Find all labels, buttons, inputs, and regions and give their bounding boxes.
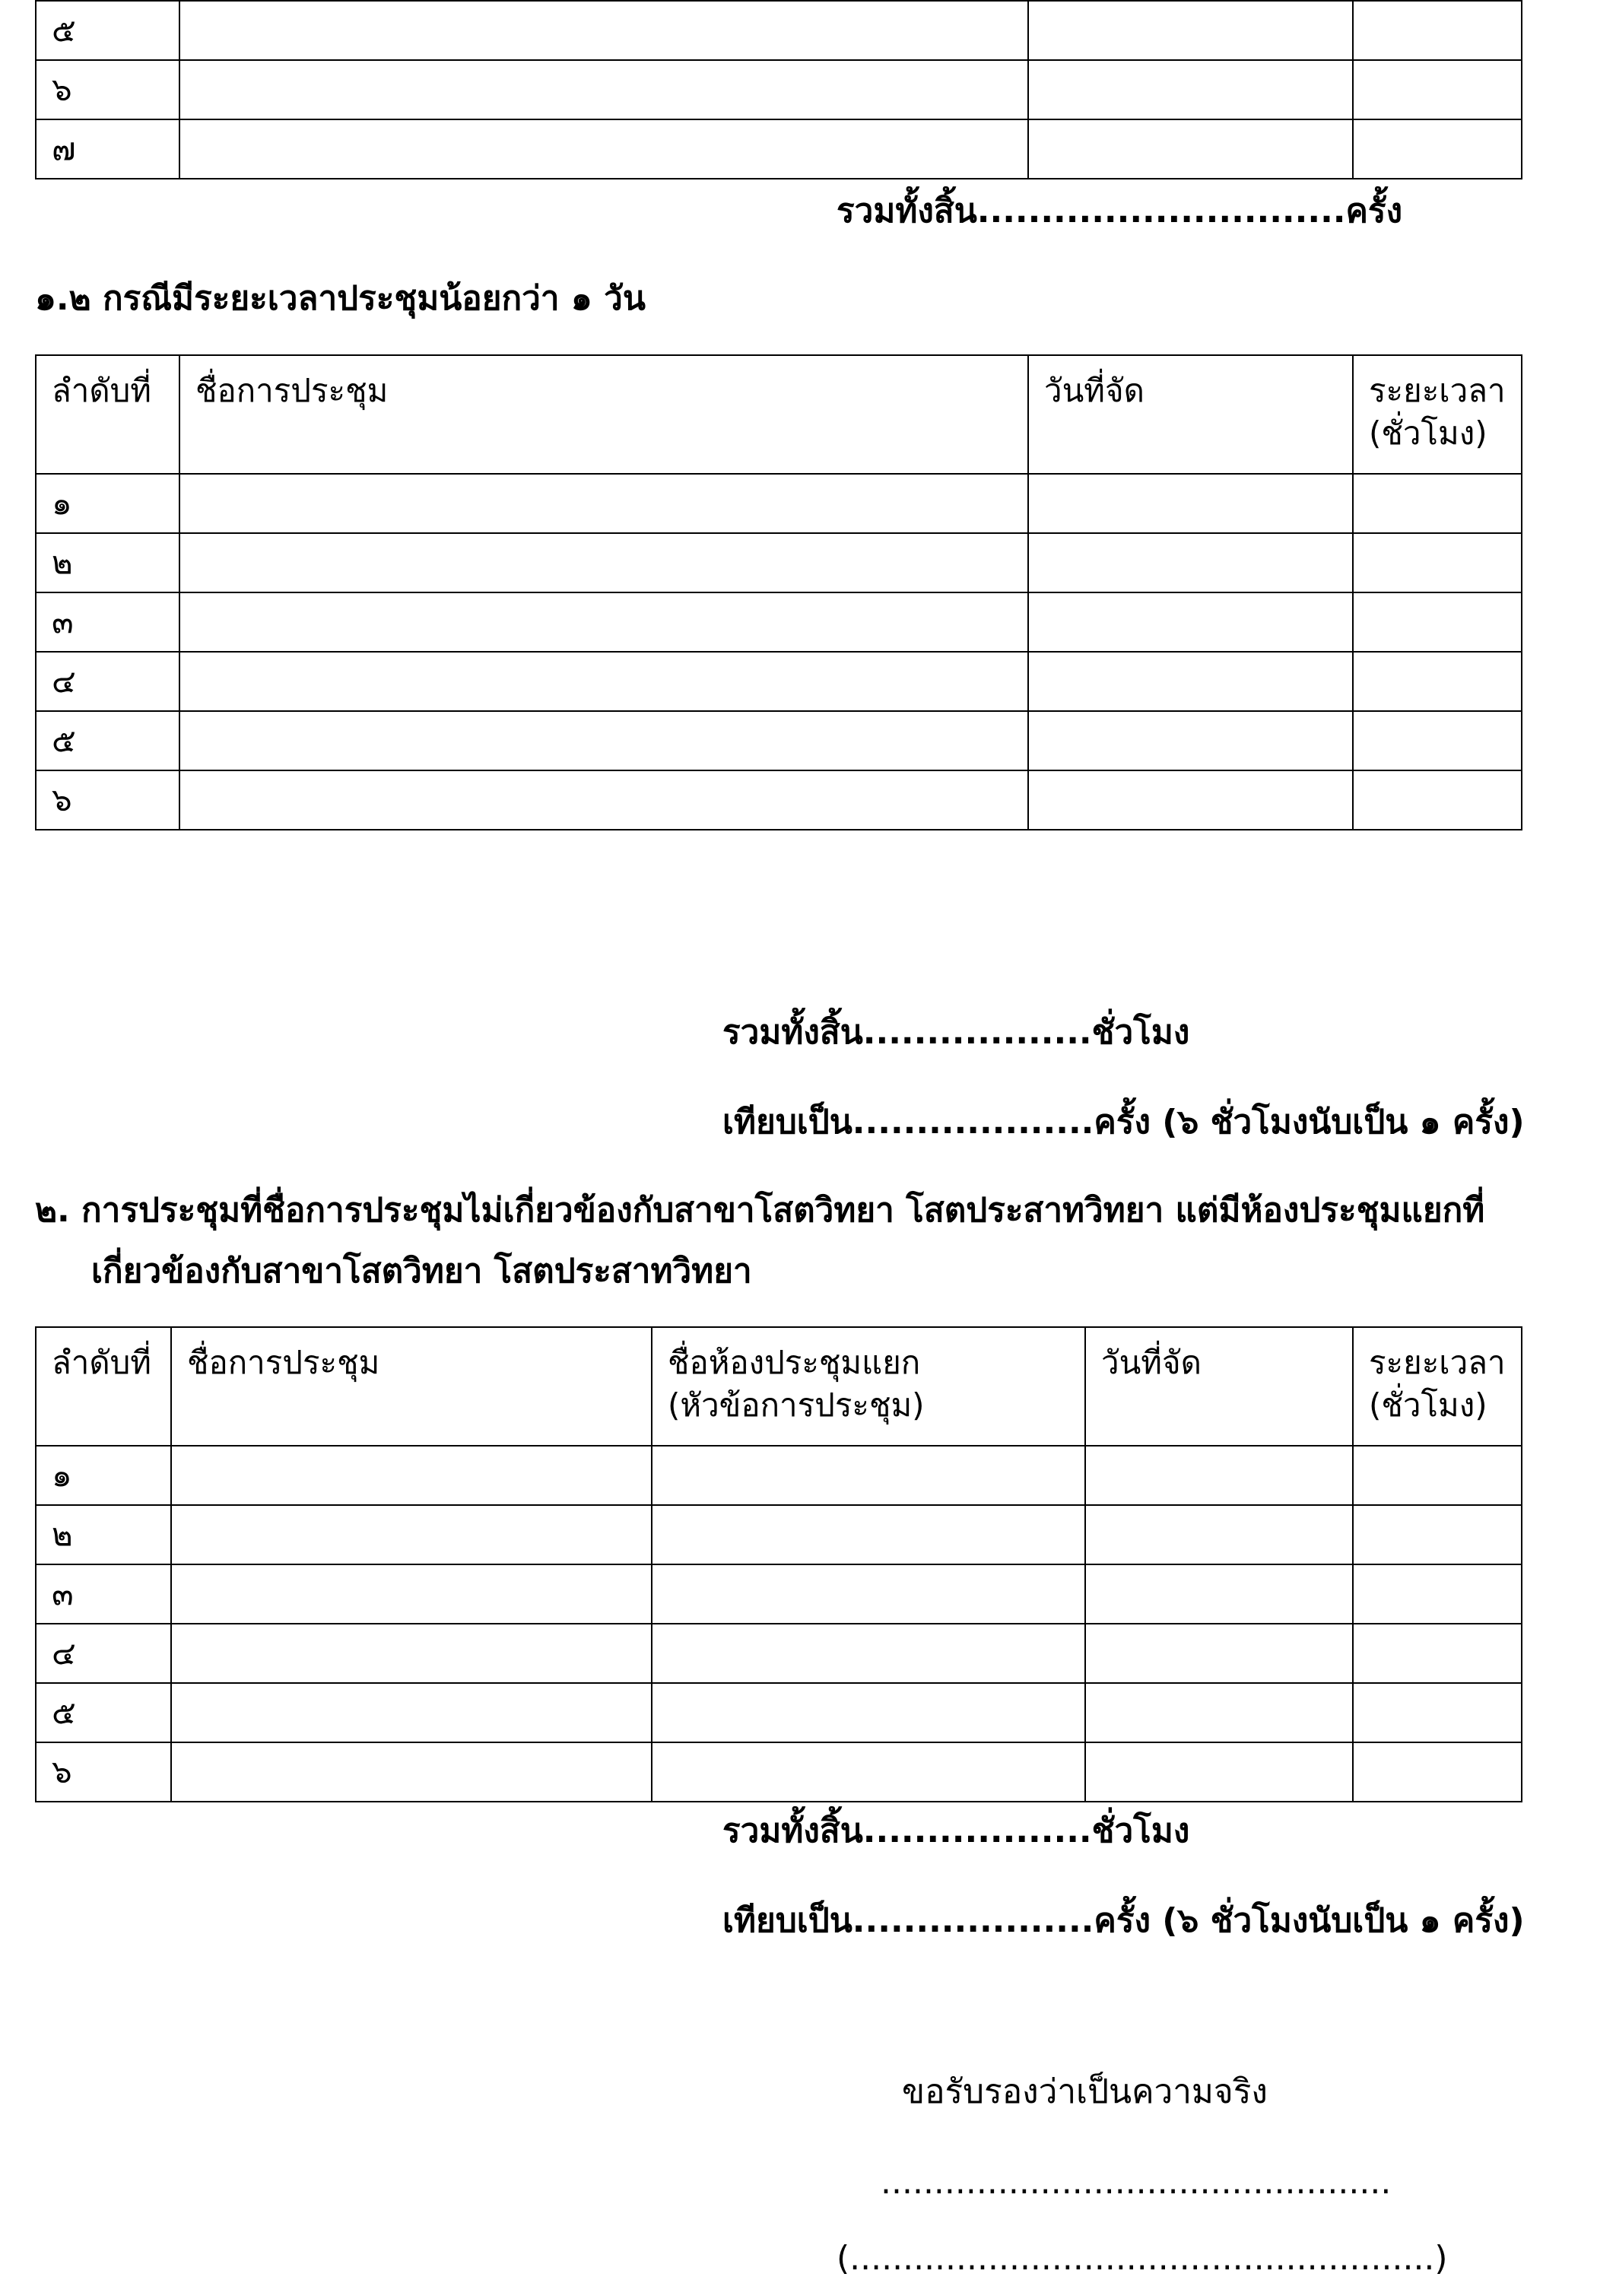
date-cell[interactable] (1028, 119, 1353, 179)
table-row (36, 474, 1522, 533)
duration-cell[interactable] (1353, 1683, 1522, 1742)
header-duration (1353, 1327, 1522, 1446)
date-cell[interactable] (1028, 711, 1353, 770)
section-1-2-equivalent: เทียบเป็น...................ครั้ง (๖ ชั่วโมงนับเป็น ๑ ครั้ง) (722, 1103, 1525, 1142)
section-1-2-table (35, 354, 1522, 830)
table-row (36, 592, 1522, 652)
meeting-name-cell[interactable] (179, 533, 1028, 592)
table-row (36, 711, 1522, 770)
date-cell[interactable] (1028, 770, 1353, 830)
meeting-name-cell[interactable] (171, 1564, 652, 1624)
row-number: ๓ (36, 592, 179, 652)
table-header-row (36, 355, 1522, 474)
duration-cell[interactable] (1353, 1505, 1522, 1564)
section-1-2-heading: ๑.๒ กรณีมีระยะเวลาประชุมน้อยกว่า ๑ วัน (35, 279, 646, 318)
date-cell[interactable] (1028, 60, 1353, 119)
section-2-table (35, 1326, 1522, 1802)
date-cell[interactable] (1085, 1446, 1353, 1505)
header-duration-line2: (ชั่วโมง) (1369, 1386, 1487, 1424)
date-cell[interactable] (1028, 474, 1353, 533)
header-date: วันที่จัด (1028, 355, 1353, 474)
date-cell[interactable] (1028, 533, 1353, 592)
section-1-2-total-hours: รวมทั้งสิ้น..................ชั่วโมง (722, 1013, 1190, 1052)
meeting-name-cell[interactable] (179, 1, 1028, 60)
duration-cell[interactable] (1353, 1, 1522, 60)
meeting-name-cell[interactable] (171, 1624, 652, 1683)
duration-cell[interactable] (1353, 1564, 1522, 1624)
header-meeting-name: ชื่อการประชุม (171, 1327, 652, 1446)
section-2-equivalent: เทียบเป็น...................ครั้ง (๖ ชั่วโมงนับเป็น ๑ ครั้ง) (722, 1901, 1525, 1940)
date-cell[interactable] (1028, 652, 1353, 711)
duration-cell[interactable] (1353, 1446, 1522, 1505)
duration-cell[interactable] (1353, 533, 1522, 592)
row-number: ๑ (36, 1446, 171, 1505)
breakout-room-cell[interactable] (652, 1505, 1085, 1564)
header-duration-line1: ระยะเวลา (1369, 372, 1506, 409)
date-cell[interactable] (1085, 1683, 1353, 1742)
meeting-name-cell[interactable] (179, 474, 1028, 533)
meeting-name-cell[interactable] (171, 1683, 652, 1742)
date-cell[interactable] (1085, 1742, 1353, 1802)
breakout-room-cell[interactable] (652, 1742, 1085, 1802)
section-2-total-hours: รวมทั้งสิ้น..................ชั่วโมง (722, 1812, 1190, 1850)
table-row (36, 1446, 1522, 1505)
header-breakout-room-line1: ชื่อห้องประชุมแยก (668, 1344, 921, 1381)
meeting-name-cell[interactable] (171, 1742, 652, 1802)
header-date: วันที่จัด (1085, 1327, 1353, 1446)
row-number: ๔ (36, 652, 179, 711)
meeting-name-cell[interactable] (179, 60, 1028, 119)
row-number: ๒ (36, 533, 179, 592)
meeting-name-cell[interactable] (179, 770, 1028, 830)
breakout-room-cell[interactable] (652, 1564, 1085, 1624)
row-number: ๕ (36, 1683, 171, 1742)
header-meeting-name: ชื่อการประชุม (179, 355, 1028, 474)
date-cell[interactable] (1085, 1624, 1353, 1683)
header-breakout-room-line2: (หัวข้อการประชุม) (668, 1386, 925, 1424)
meeting-name-cell[interactable] (171, 1446, 652, 1505)
row-number: ๕ (36, 1, 179, 60)
top-table (35, 0, 1522, 179)
duration-cell[interactable] (1353, 1742, 1522, 1802)
certification-statement: ขอรับรองว่าเป็นความจริง (902, 2072, 1268, 2111)
header-duration-line2: (ชั่วโมง) (1369, 414, 1487, 452)
meeting-name-cell[interactable] (179, 592, 1028, 652)
date-cell[interactable] (1085, 1505, 1353, 1564)
table-row (36, 533, 1522, 592)
row-number: ๖ (36, 1742, 171, 1802)
table-header-row (36, 1327, 1522, 1446)
duration-cell[interactable] (1353, 474, 1522, 533)
header-duration-line1: ระยะเวลา (1369, 1344, 1506, 1381)
row-number: ๕ (36, 711, 179, 770)
table-row (36, 1564, 1522, 1624)
row-number: ๑ (36, 474, 179, 533)
table-row (36, 770, 1522, 830)
section-2-heading-line2: เกี่ยวข้องกับสาขาโสตวิทยา โสตประสาทวิทยา (91, 1252, 752, 1291)
row-number: ๓ (36, 1564, 171, 1624)
meeting-name-cell[interactable] (179, 119, 1028, 179)
meeting-name-cell[interactable] (171, 1505, 652, 1564)
table-row (36, 1624, 1522, 1683)
table-row (36, 1505, 1522, 1564)
row-number: ๖ (36, 770, 179, 830)
row-number: ๖ (36, 60, 179, 119)
section-2-heading-line1: ๒. การประชุมที่ชื่อการประชุมไม่เกี่ยวข้องกับสาขาโสตวิทยา โสตประสาทวิทยา แต่มีห้องประชุมแยกที่ (35, 1191, 1485, 1230)
breakout-room-cell[interactable] (652, 1446, 1085, 1505)
breakout-room-cell[interactable] (652, 1683, 1085, 1742)
table-row (36, 60, 1522, 119)
table-row (36, 652, 1522, 711)
row-number: ๗ (36, 119, 179, 179)
duration-cell[interactable] (1353, 592, 1522, 652)
duration-cell[interactable] (1353, 119, 1522, 179)
meeting-name-cell[interactable] (179, 711, 1028, 770)
header-order: ลำดับที่ (36, 355, 179, 474)
table-row (36, 1742, 1522, 1802)
table-row (36, 119, 1522, 179)
row-number: ๔ (36, 1624, 171, 1683)
date-cell[interactable] (1085, 1564, 1353, 1624)
table-row (36, 1, 1522, 60)
meeting-name-cell[interactable] (179, 652, 1028, 711)
duration-cell[interactable] (1353, 60, 1522, 119)
header-order: ลำดับที่ (36, 1327, 171, 1446)
duration-cell[interactable] (1353, 711, 1522, 770)
duration-cell[interactable] (1353, 770, 1522, 830)
signature-line[interactable]: ................................................ (881, 2163, 1392, 2202)
top-total-line: รวมทั้งสิ้น.............................ครั้ง (837, 192, 1403, 230)
date-cell[interactable] (1028, 592, 1353, 652)
row-number: ๒ (36, 1505, 171, 1564)
date-cell[interactable] (1028, 1, 1353, 60)
name-line[interactable]: (.......................................................) (837, 2239, 1448, 2278)
header-duration (1353, 355, 1522, 474)
table-row (36, 1683, 1522, 1742)
duration-cell[interactable] (1353, 652, 1522, 711)
duration-cell[interactable] (1353, 1624, 1522, 1683)
breakout-room-cell[interactable] (652, 1624, 1085, 1683)
header-breakout-room (652, 1327, 1085, 1446)
